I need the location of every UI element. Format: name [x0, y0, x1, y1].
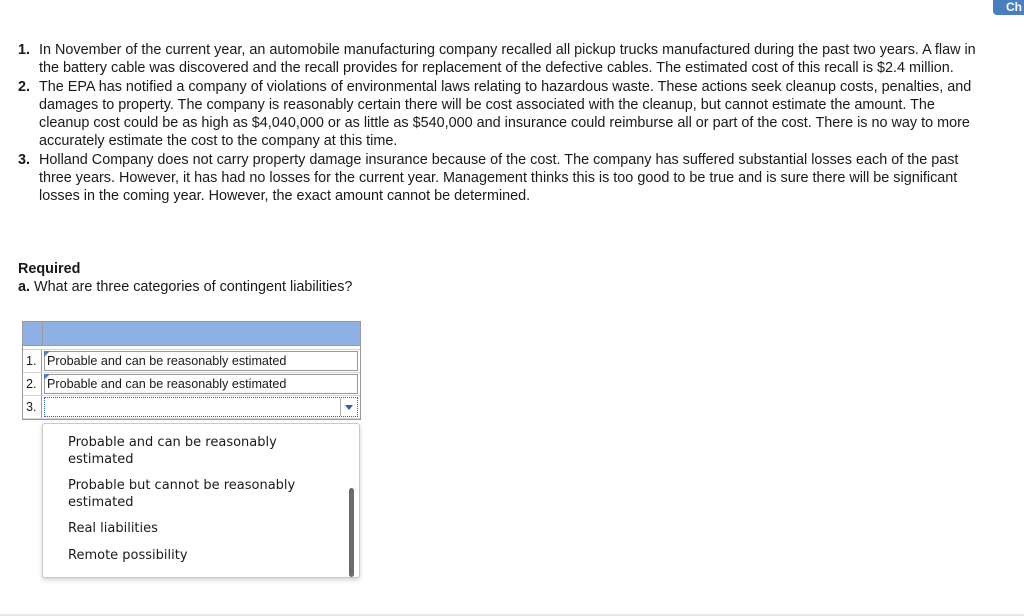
dropdown-option[interactable]: Real liabilities: [68, 521, 158, 536]
required-question: [18, 278, 352, 296]
required-section: [18, 260, 352, 297]
scenario-item: [18, 151, 978, 206]
scenario-text: In November of the current year, an automobile manufacturing company recalled all pickup trucks manufactured during the past two years. A flaw in the battery cable was discovered and the recall provides for replacement of the defective cables. The estimated cost of this recall is $2.4 million.: [39, 42, 976, 77]
question-letter: a.: [18, 279, 31, 296]
chevron-down-icon: [345, 405, 353, 410]
scenario-text: The EPA has notified a company of violations of environmental laws relating to hazardous waste. These actions seek cleanup costs, penalties, and damages to property. The company is reasonably certain there will be cost associated with the cleanup, but cannot estimate the amount. The cleanup cost could be as high as $4,040,000 or as little as $540,000 and insurance could reimburse all or part of the cost. There is no way to more accurately estimate the cost to the company at this time.: [39, 78, 972, 150]
dropdown-option[interactable]: Remote possibility: [68, 547, 188, 563]
scenario-number: 2.: [18, 78, 31, 95]
answer-row: [23, 373, 360, 396]
answer-row: [23, 396, 360, 419]
check-button[interactable]: Ch: [993, 0, 1024, 15]
scenario-number: 3.: [18, 151, 31, 168]
cell-marker-icon: [44, 351, 50, 357]
dropdown-toggle[interactable]: [340, 398, 357, 416]
answer-row: [23, 350, 360, 373]
answer-select-1[interactable]: [44, 351, 358, 371]
dropdown-scrollbar[interactable]: [349, 488, 354, 577]
answer-value: Probable and can be reasonably estimated: [47, 354, 287, 368]
question-text: What are three categories of contingent liabilities?: [34, 279, 353, 296]
answer-select-3[interactable]: [44, 397, 358, 417]
answer-row-number: 1.: [23, 350, 42, 372]
dropdown-option[interactable]: Probable and can be reasonably estimated: [68, 435, 277, 467]
header-main-cell: [43, 322, 360, 345]
dropdown-menu: [42, 423, 360, 578]
answer-row-number: 2.: [23, 373, 42, 395]
answer-table: [22, 321, 361, 420]
answer-value: Probable and can be reasonably estimated: [47, 377, 287, 391]
answer-table-header: [23, 322, 360, 346]
scenario-item: [18, 78, 978, 151]
required-title: Required: [18, 261, 81, 277]
answer-row-number: 3.: [23, 396, 42, 418]
scenario-item: [18, 41, 978, 78]
dropdown-options: [43, 424, 323, 564]
cell-marker-icon: [44, 374, 50, 380]
scenario-list: [18, 41, 978, 206]
scenario-text: Holland Company does not carry property damage insurance because of the cost. The company has suffered substantial losses each of the past three years. However, it has had no losses for the current year. Management thinks this is too good to be true and is sure there will be significant losses in the coming year. However, the exact amount cannot be determined.: [39, 151, 959, 205]
answer-select-2[interactable]: [44, 374, 358, 394]
dropdown-option[interactable]: Probable but cannot be reasonably estimated: [68, 478, 296, 510]
scenario-number: 1.: [18, 42, 31, 58]
header-number-cell: [23, 322, 43, 345]
